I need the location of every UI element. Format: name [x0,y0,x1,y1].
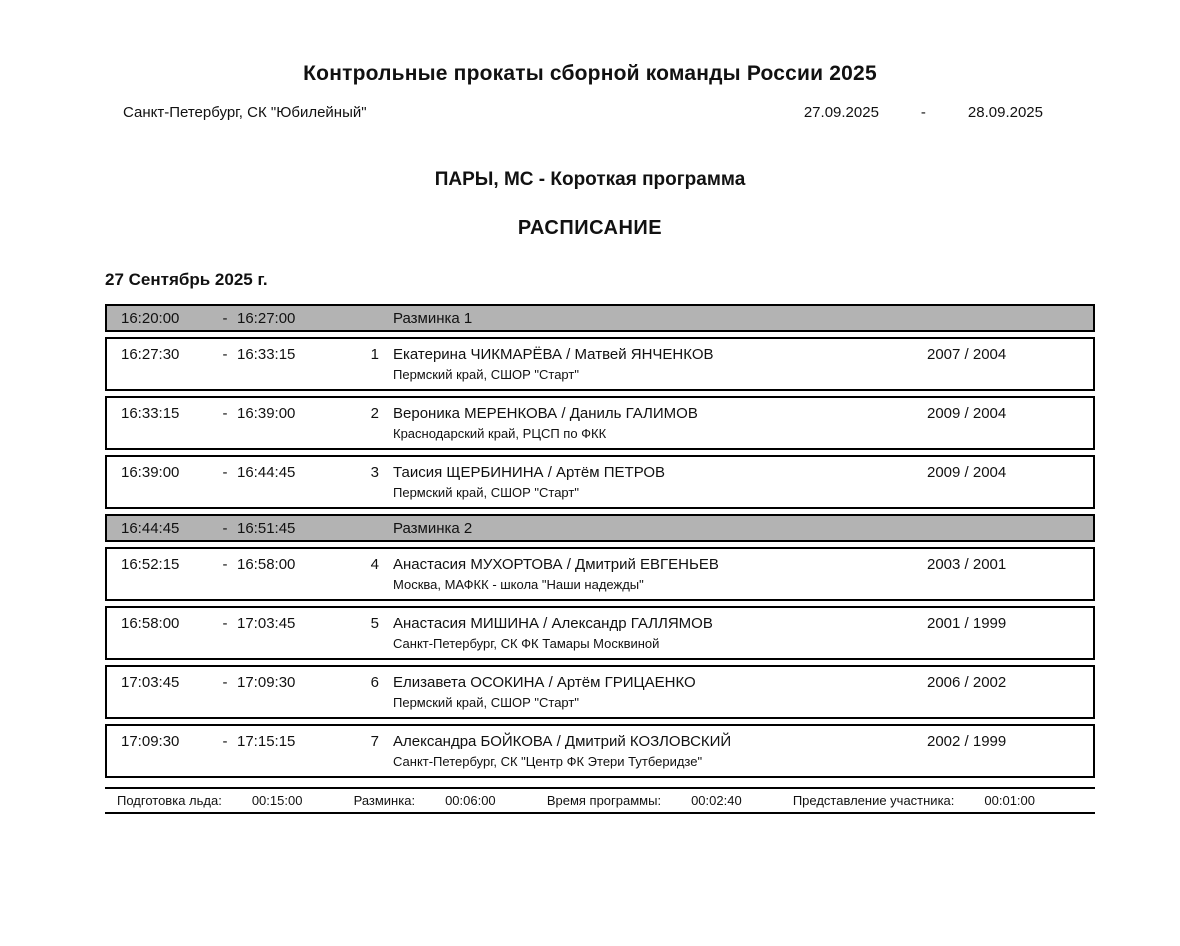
schedule-row [105,606,1095,660]
time-separator: - [222,556,228,573]
time-separator: - [222,405,228,422]
document-title: Контрольные прокаты сборной команды России 2025 [303,62,877,85]
end-time: 17:15:15 [237,733,296,750]
footer-value: 00:01:00 [984,793,1035,808]
start-number: 2 [370,405,379,422]
birth-years: 2006 / 2002 [927,674,1007,691]
footer-value: 00:02:40 [691,793,742,808]
venue: Санкт-Петербург, СК "Юбилейный" [123,104,367,121]
warmup-label: Разминка 2 [393,519,473,537]
warmup-row [105,304,1095,332]
schedule-row [105,337,1095,391]
skater-block [393,346,927,382]
skater-club: Санкт-Петербург, СК ФК Тамары Москвиной [393,636,660,651]
event-title: ПАРЫ, МС - Короткая программа [434,169,746,190]
start-number: 4 [370,556,379,573]
footer-item [547,793,742,808]
birth-years: 2003 / 2001 [927,556,1007,573]
start-number: 6 [370,674,379,691]
time-separator: - [222,519,228,537]
meta-row [123,104,1043,121]
birth-years: 2001 / 1999 [927,615,1007,632]
skater-names: Таисия ЩЕРБИНИНА / Артём ПЕТРОВ [393,464,666,481]
skater-block [393,405,927,441]
skater-block [393,733,927,769]
start-time: 16:27:30 [121,346,180,363]
footer-item [793,793,1035,808]
start-number: 5 [370,615,379,632]
schedule-row [105,665,1095,719]
birth-years: 2009 / 2004 [927,405,1007,422]
skater-club: Пермский край, СШОР "Старт" [393,485,579,500]
skater-names: Елизавета ОСОКИНА / Артём ГРИЦАЕНКО [393,674,696,691]
schedule-row [105,724,1095,778]
birth-years: 2009 / 2004 [927,464,1007,481]
time-separator: - [222,309,228,327]
end-time: 16:44:45 [237,464,296,481]
end-time: 16:51:45 [237,519,296,537]
skater-club: Краснодарский край, РЦСП по ФКК [393,426,607,441]
date-separator: - [920,104,926,121]
warmup-label: Разминка 1 [393,309,473,327]
schedule-table [105,304,1095,778]
skater-block [393,615,927,651]
skater-block [393,464,927,500]
time-separator: - [222,615,228,632]
end-time: 16:27:00 [237,309,296,327]
skater-club: Пермский край, СШОР "Старт" [393,695,579,710]
warmup-row [105,514,1095,542]
schedule-row [105,455,1095,509]
footer-label: Подготовка льда: [117,793,222,808]
end-time: 16:58:00 [237,556,296,573]
skater-club: Пермский край, СШОР "Старт" [393,367,579,382]
time-separator: - [222,674,228,691]
start-number: 3 [370,464,379,481]
footer-item [354,793,496,808]
start-time: 16:39:00 [121,464,180,481]
footer-value: 00:15:00 [251,793,303,808]
start-time: 16:58:00 [121,615,180,632]
time-separator: - [222,346,228,363]
skater-names: Александра БОЙКОВА / Дмитрий КОЗЛОВСКИЙ [393,733,732,750]
footer-value: 00:06:00 [445,793,496,808]
schedule-row [105,396,1095,450]
end-time: 16:33:15 [237,346,296,363]
end-time: 17:09:30 [237,674,296,691]
skater-names: Анастасия МУХОРТОВА / Дмитрий ЕВГЕНЬЕВ [393,556,719,573]
start-time: 17:03:45 [121,674,180,691]
skater-block [393,674,927,710]
footer-label: Разминка: [353,793,416,808]
start-time: 16:44:45 [121,519,180,537]
timing-footer [105,787,1095,814]
skater-club: Москва, МАФКК - школа "Наши надежды" [393,577,644,592]
end-time: 16:39:00 [237,405,296,422]
start-number: 1 [370,346,379,363]
skater-names: Екатерина ЧИКМАРЁВА / Матвей ЯНЧЕНКОВ [393,346,714,363]
end-time: 17:03:45 [237,615,296,632]
birth-years: 2002 / 1999 [927,733,1007,750]
start-time: 17:09:30 [121,733,180,750]
time-separator: - [222,733,228,750]
skater-names: Анастасия МИШИНА / Александр ГАЛЛЯМОВ [393,615,713,632]
start-time: 16:33:15 [121,405,180,422]
start-number: 7 [370,733,379,750]
footer-item [117,793,302,808]
date-to: 28.09.2025 [967,104,1043,121]
day-heading: 27 Сентябрь 2025 г. [105,270,268,289]
date-range [804,104,1043,121]
skater-block [393,556,927,592]
skater-names: Вероника МЕРЕНКОВА / Даниль ГАЛИМОВ [393,405,698,422]
time-separator: - [222,464,228,481]
date-from: 27.09.2025 [803,104,879,121]
footer-label: Время программы: [546,793,662,808]
schedule-heading: РАСПИСАНИЕ [517,217,663,239]
footer-label: Представление участника: [792,793,955,808]
birth-years: 2007 / 2004 [927,346,1007,363]
start-time: 16:52:15 [121,556,180,573]
start-time: 16:20:00 [121,309,180,327]
schedule-row [105,547,1095,601]
skater-club: Санкт-Петербург, СК "Центр ФК Этери Тутберидзе" [393,754,703,769]
